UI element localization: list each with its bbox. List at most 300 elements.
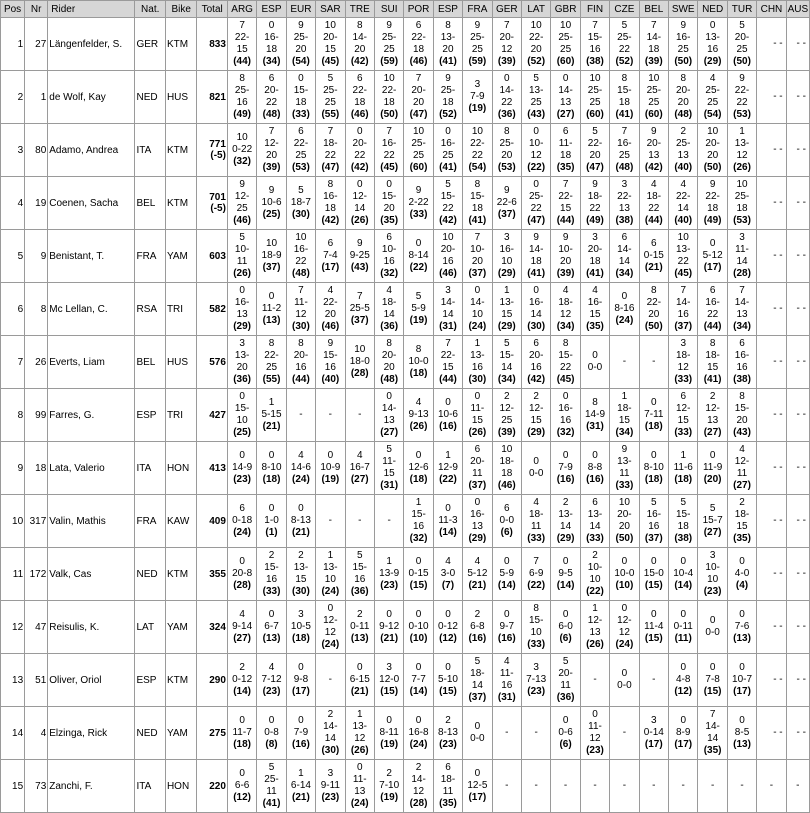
race-result-line: 8-16: [614, 303, 635, 314]
race-result-cell: [757, 495, 786, 548]
race-result-line: 6: [504, 503, 510, 514]
race-result-line: -: [652, 356, 656, 367]
race-result-line: 25-: [617, 32, 632, 43]
rider-name-cell: Adamo, Andrea: [48, 124, 135, 177]
race-result-line: 18: [530, 256, 542, 267]
race-result-cell: [669, 760, 698, 813]
race-result-cell: [463, 707, 492, 760]
race-result-cell: [580, 654, 609, 707]
race-result-line: 15: [501, 309, 513, 320]
race-result-line: 14-9: [232, 462, 253, 473]
race-result-line: 12: [501, 44, 513, 55]
bike-cell: KAW: [165, 495, 197, 548]
race-result-line: 15: [383, 468, 395, 479]
race-points: (23): [527, 686, 546, 697]
race-result-line: 0-0: [587, 362, 603, 373]
race-points: (27): [703, 427, 722, 438]
race-result-cell: [639, 389, 668, 442]
race-result-cell: [610, 177, 639, 230]
rider-number-cell: 47: [25, 601, 48, 654]
total-points-cell: [197, 336, 227, 389]
race-result-line: 16-: [234, 297, 250, 308]
race-result-line: 0: [651, 556, 657, 567]
race-result-line: 25-: [234, 85, 250, 96]
race-result-cell: [698, 601, 727, 654]
race-result-line: 10: [530, 627, 542, 638]
race-result-line: 8-8: [587, 462, 603, 473]
race-points: (28): [233, 580, 252, 591]
race-result-line: 12: [354, 733, 366, 744]
race-result-cell: [757, 389, 786, 442]
race-result-line: -: [710, 780, 715, 791]
race-points: (39): [497, 56, 516, 67]
race-result-line: 0: [356, 662, 363, 673]
race-result-line: 13: [648, 150, 660, 161]
race-result-line: 2: [504, 391, 510, 402]
race-result-line: 3: [474, 79, 481, 90]
total-points-cell: [197, 71, 227, 124]
race-result-line: 15-: [352, 562, 367, 573]
race-points: (15): [644, 633, 663, 644]
race-result-line: - -: [796, 727, 806, 738]
race-result-line: 7: [415, 73, 422, 84]
race-result-line: 10-0: [614, 568, 635, 579]
race-result-line: 9: [592, 179, 598, 190]
race-result-cell: [639, 18, 668, 71]
race-result-line: 0-0: [528, 468, 544, 479]
race-result-cell: [227, 177, 256, 230]
race-points: (43): [350, 262, 369, 273]
race-points: (13): [350, 633, 369, 644]
race-result-line: 0: [562, 73, 569, 84]
race-result-line: 18-: [470, 668, 485, 679]
race-result-line: 12-: [705, 403, 720, 414]
race-result-cell: [757, 230, 786, 283]
race-result-line: 14-9: [584, 409, 605, 420]
race-result-line: 0: [709, 450, 716, 461]
race-result-line: -: [740, 780, 744, 791]
race-points: (52): [527, 56, 546, 67]
race-result-cell: [639, 548, 668, 601]
race-points: (8): [265, 739, 278, 750]
total-points-value: 290: [209, 674, 226, 686]
total-points-cell: [197, 177, 227, 230]
race-result-line: 0: [239, 391, 245, 402]
points-penalty: (-5): [210, 203, 226, 214]
race-points: (24): [321, 639, 340, 650]
race-points: (53): [733, 109, 751, 120]
race-result-line: 2: [592, 550, 598, 561]
race-result-cell: [463, 601, 492, 654]
race-result-line: 8-13: [437, 727, 458, 738]
nationality-cell: ITA: [135, 124, 165, 177]
race-result-line: 7-11: [644, 409, 664, 420]
race-result-line: 22: [560, 362, 572, 373]
race-result-line: 10-6: [437, 409, 458, 420]
race-result-line: 9: [298, 20, 304, 31]
race-result-line: 0-15: [408, 568, 429, 579]
race-result-line: 7-8: [705, 674, 720, 685]
race-result-line: 25: [265, 362, 278, 373]
race-points: (38): [615, 215, 634, 226]
race-points: (43): [733, 427, 751, 438]
race-result-line: 3: [327, 768, 334, 779]
race-result-cell: [433, 707, 462, 760]
race-result-line: 25: [236, 203, 248, 214]
race-result-line: 8-9: [675, 727, 691, 738]
race-result-line: 6-8: [470, 621, 485, 632]
race-result-cell: [345, 548, 374, 601]
race-result-line: 13-: [323, 562, 338, 573]
race-result-line: 0: [445, 126, 451, 137]
race-result-line: 22-: [675, 191, 691, 202]
race-result-line: 7: [356, 291, 363, 302]
race-result-line: 0-0: [470, 733, 485, 744]
race-result-line: 6: [533, 338, 539, 349]
bike-cell: KTM: [165, 177, 197, 230]
race-result-line: 15-: [293, 85, 309, 96]
rider-name-cell: Zanchi, F.: [48, 760, 135, 813]
race-points: (46): [233, 215, 252, 226]
race-result-line: 16: [560, 415, 572, 426]
race-points: (24): [321, 586, 340, 597]
race-result-line: - -: [773, 303, 783, 314]
race-result-cell: [316, 124, 345, 177]
total-points-value: 220: [209, 780, 226, 792]
race-result-cell: [316, 654, 345, 707]
race-points: (14): [233, 686, 252, 697]
race-result-line: 10: [589, 73, 601, 84]
race-result-line: 2: [562, 497, 569, 508]
race-result-line: 18: [413, 44, 425, 55]
race-result-line: 18: [707, 203, 719, 214]
race-result-cell: [669, 18, 698, 71]
race-result-cell: [727, 18, 756, 71]
race-points: (22): [409, 262, 428, 273]
race-result-cell: [374, 18, 403, 71]
race-points: (46): [350, 109, 369, 120]
race-points: (18): [644, 421, 663, 432]
race-result-line: 25-: [587, 85, 603, 96]
race-result-line: 8: [621, 73, 628, 84]
rider-number-cell: 317: [25, 495, 48, 548]
race-result-line: 0: [680, 609, 686, 620]
race-result-line: 5: [239, 232, 245, 243]
race-result-line: 20: [530, 44, 542, 55]
race-result-line: 8-5: [734, 727, 750, 738]
race-result-line: 5: [651, 497, 657, 508]
race-result-line: 13: [354, 786, 366, 797]
race-points: (16): [439, 421, 457, 432]
race-result-line: 9: [386, 20, 392, 31]
race-points: (26): [586, 639, 604, 650]
race-points: (34): [262, 56, 281, 67]
race-points: (36): [233, 374, 252, 385]
position-cell: 10: [1, 495, 25, 548]
race-result-line: 14-: [705, 721, 720, 732]
race-result-line: 0: [386, 609, 392, 620]
race-result-line: 0: [239, 285, 245, 296]
race-result-line: 13-: [352, 721, 367, 732]
race-points: (45): [674, 268, 693, 279]
race-result-cell: [698, 336, 727, 389]
race-result-cell: [286, 548, 315, 601]
race-result-line: 15: [471, 415, 483, 426]
race-result-line: - -: [796, 674, 806, 685]
race-result-line: 7: [562, 179, 569, 190]
race-result-line: 18-0: [349, 356, 370, 367]
race-result-line: 25: [648, 97, 660, 108]
race-result-line: 15-: [323, 350, 338, 361]
race-result-cell: [463, 548, 492, 601]
col-header-race: BEL: [639, 1, 668, 18]
race-result-cell: [521, 707, 550, 760]
race-result-cell: [492, 177, 521, 230]
table-row: [1, 654, 810, 707]
race-result-cell: [374, 230, 403, 283]
race-points: (33): [674, 427, 693, 438]
race-result-line: 25-: [411, 138, 426, 149]
race-result-line: 1: [356, 709, 363, 720]
race-result-line: 0-12: [232, 674, 253, 685]
race-result-cell: [786, 601, 809, 654]
race-result-line: 5: [621, 20, 628, 31]
race-points: (45): [556, 374, 575, 385]
race-result-line: 4: [533, 497, 539, 508]
race-result-cell: [786, 124, 809, 177]
race-result-line: 25-: [293, 32, 309, 43]
race-result-line: 15: [236, 44, 248, 55]
race-result-cell: [551, 124, 580, 177]
race-result-line: 18-: [705, 350, 720, 361]
table-row: [1, 601, 810, 654]
race-points: (44): [233, 56, 252, 67]
race-points: (23): [262, 686, 281, 697]
table-row: [1, 71, 810, 124]
race-result-line: 22: [677, 256, 689, 267]
race-result-line: 7-6: [734, 621, 750, 632]
race-result-line: 15: [295, 574, 307, 585]
race-result-cell: [433, 760, 462, 813]
race-result-cell: [286, 442, 315, 495]
race-points: (6): [559, 633, 572, 644]
race-result-line: 22-: [352, 85, 367, 96]
race-result-line: 11: [236, 256, 248, 267]
race-result-line: 12-: [675, 403, 691, 414]
race-result-line: 25: [471, 44, 483, 55]
race-points: (37): [674, 321, 693, 332]
race-result-line: 16-: [470, 509, 485, 520]
race-result-cell: [345, 230, 374, 283]
race-result-line: -: [505, 780, 509, 791]
race-result-cell: [433, 654, 462, 707]
race-result-line: 16-: [293, 244, 309, 255]
race-points: (4): [735, 580, 749, 591]
race-result-line: 0: [562, 556, 569, 567]
race-result-line: 25-: [440, 85, 456, 96]
race-result-line: 16-8: [408, 727, 429, 738]
race-points: (37): [497, 209, 516, 220]
race-result-line: 4: [327, 285, 334, 296]
race-result-line: 25: [501, 415, 513, 426]
race-result-line: 1: [298, 768, 304, 779]
race-points: (31): [497, 692, 516, 703]
race-result-cell: [374, 654, 403, 707]
race-result-line: 5: [445, 179, 451, 190]
race-result-line: 9: [651, 126, 657, 137]
race-result-cell: [492, 230, 521, 283]
race-result-line: 4: [680, 179, 686, 190]
table-row: [1, 124, 810, 177]
race-result-cell: [492, 707, 521, 760]
race-result-cell: [610, 71, 639, 124]
total-points-cell: [197, 707, 227, 760]
race-result-line: 18-: [323, 138, 338, 149]
race-result-line: 10: [265, 238, 278, 249]
race-result-line: 18: [442, 97, 454, 108]
race-result-line: 14: [501, 362, 513, 373]
race-points: (27): [703, 527, 722, 538]
race-result-line: 14-: [470, 297, 485, 308]
race-result-line: 6: [680, 391, 686, 402]
race-result-line: 14: [736, 256, 748, 267]
race-result-line: 5-12: [702, 250, 723, 261]
race-result-line: 22: [618, 44, 630, 55]
race-points: (52): [615, 56, 634, 67]
race-result-cell: [433, 495, 462, 548]
race-points: (53): [292, 162, 310, 173]
race-result-line: 4: [739, 444, 745, 455]
race-points: (45): [380, 162, 399, 173]
total-points-value: 427: [209, 409, 226, 421]
total-points-value: 603: [209, 250, 226, 262]
position-cell: 11: [1, 548, 25, 601]
race-points: (21): [292, 527, 310, 538]
race-result-line: 7: [239, 20, 245, 31]
position-cell: 6: [1, 283, 25, 336]
col-header-total: Total: [197, 1, 227, 18]
race-result-cell: [227, 18, 256, 71]
race-points: (17): [468, 792, 487, 803]
race-result-line: 20-: [293, 350, 309, 361]
race-result-line: 0: [415, 238, 422, 249]
race-result-line: 8: [562, 338, 569, 349]
total-points-value: 582: [209, 303, 226, 315]
race-result-line: 20: [265, 150, 278, 161]
race-points: (42): [350, 56, 369, 67]
race-result-line: - -: [796, 91, 806, 102]
race-result-line: -: [593, 674, 597, 685]
race-result-line: 25-: [734, 191, 750, 202]
race-result-cell: [786, 548, 809, 601]
race-result-cell: [257, 707, 286, 760]
race-result-cell: [521, 336, 550, 389]
race-result-cell: [698, 548, 727, 601]
race-points: (46): [439, 268, 457, 279]
race-result-cell: [316, 442, 345, 495]
race-result-line: 2: [680, 126, 686, 137]
race-result-cell: [521, 495, 550, 548]
race-result-line: 0: [533, 179, 539, 190]
race-result-line: 18-: [646, 191, 662, 202]
race-result-line: 13-: [558, 509, 573, 520]
race-result-line: 12: [589, 733, 601, 744]
col-header-race: NED: [698, 1, 727, 18]
rider-number-cell: 1: [25, 71, 48, 124]
race-result-cell: [551, 283, 580, 336]
race-points: (53): [733, 215, 751, 226]
race-result-line: 5: [709, 503, 716, 514]
race-result-cell: [257, 18, 286, 71]
race-result-line: 0: [356, 126, 363, 137]
race-result-line: 0: [445, 609, 451, 620]
race-result-line: 9-14: [232, 621, 253, 632]
race-result-cell: [580, 707, 609, 760]
race-result-line: -: [328, 409, 333, 420]
race-result-line: 4: [562, 285, 569, 296]
race-result-cell: [345, 707, 374, 760]
race-result-line: 14: [677, 203, 689, 214]
race-result-line: -: [358, 515, 362, 526]
race-points: (34): [615, 268, 634, 279]
race-result-cell: [345, 442, 374, 495]
race-result-cell: [286, 18, 315, 71]
race-result-cell: [286, 71, 315, 124]
race-result-cell: [786, 654, 809, 707]
race-result-line: 7-9: [558, 462, 573, 473]
race-points: (17): [733, 686, 751, 697]
race-result-line: 0: [592, 709, 598, 720]
bike-cell: HON: [165, 760, 197, 813]
race-result-line: -: [796, 780, 800, 791]
race-points: (34): [615, 427, 634, 438]
race-result-line: 5: [268, 762, 275, 773]
race-result-cell: [404, 18, 433, 71]
race-result-cell: [639, 283, 668, 336]
standings-body: [1, 18, 810, 813]
race-result-line: - -: [773, 621, 783, 632]
race-points: (15): [409, 580, 428, 591]
table-row: [1, 495, 810, 548]
race-result-line: 20: [383, 362, 395, 373]
race-result-line: 0: [504, 73, 510, 84]
rider-number-cell: 8: [25, 283, 48, 336]
race-result-cell: [669, 336, 698, 389]
race-points: (38): [674, 533, 693, 544]
race-result-cell: [580, 71, 609, 124]
race-points: (59): [468, 56, 487, 67]
bike-cell: KTM: [165, 18, 197, 71]
race-result-line: 20-: [675, 85, 691, 96]
race-result-cell: [404, 548, 433, 601]
race-result-line: 16-: [323, 191, 338, 202]
race-result-line: 16: [501, 680, 513, 691]
race-result-cell: [727, 336, 756, 389]
race-result-line: 0: [709, 238, 716, 249]
race-result-line: 22: [265, 97, 278, 108]
race-result-cell: [374, 283, 403, 336]
race-result-line: 1: [386, 556, 392, 567]
race-result-line: 0: [739, 715, 745, 726]
race-result-line: 0: [327, 603, 334, 614]
race-result-line: 9: [621, 444, 628, 455]
race-result-cell: [757, 18, 786, 71]
race-result-line: 5-12: [467, 568, 488, 579]
race-result-line: 15-: [499, 350, 514, 361]
race-points: (41): [586, 268, 604, 279]
race-result-line: 18-: [675, 350, 691, 361]
race-result-line: 7-12: [261, 674, 282, 685]
